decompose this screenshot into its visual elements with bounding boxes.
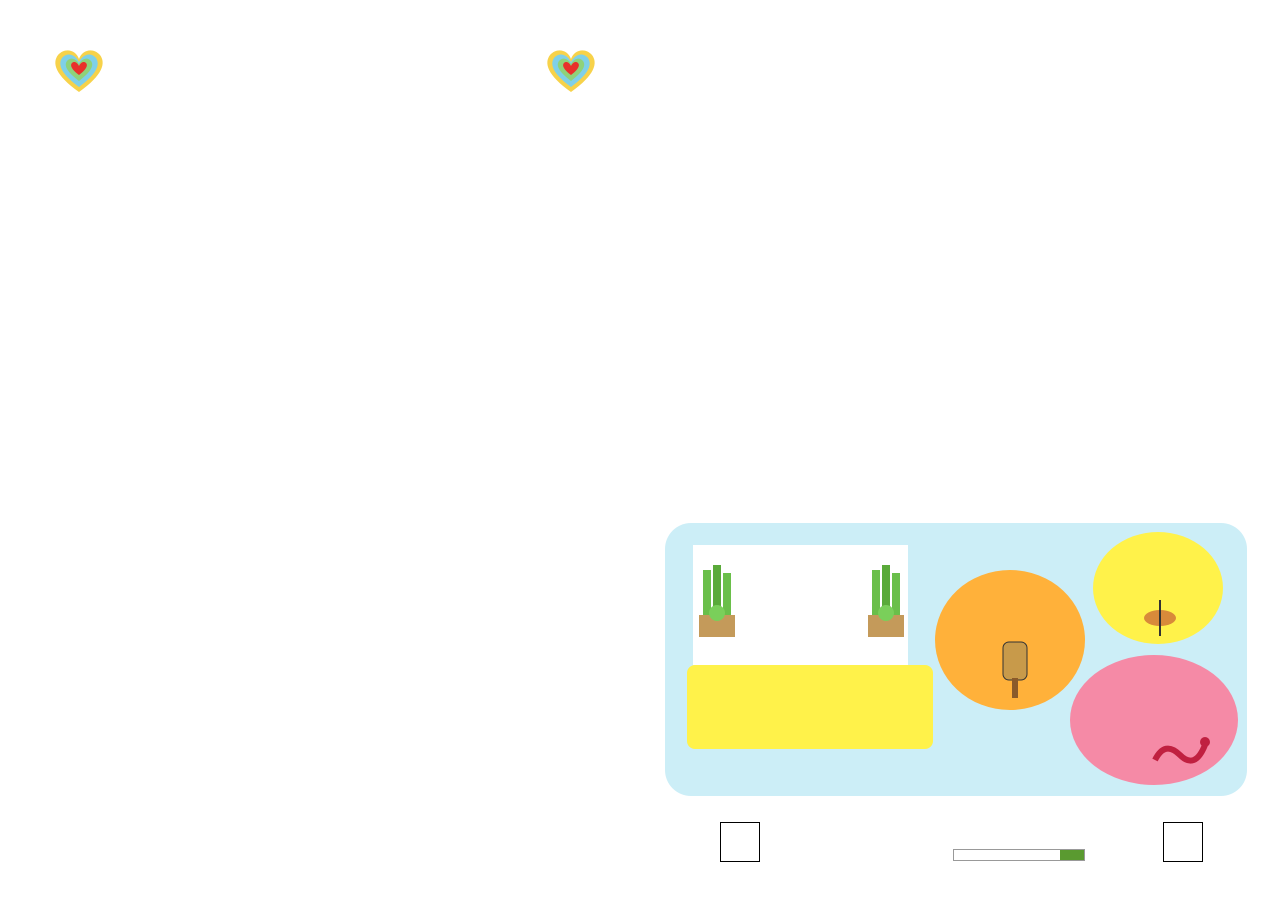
- top-icon: [1140, 600, 1180, 638]
- heart-icon: [542, 45, 600, 95]
- kadomatsu-icon: [697, 565, 737, 640]
- hagoita-icon: [995, 640, 1035, 700]
- qr-code-icon[interactable]: [720, 822, 760, 862]
- event-date-box: [687, 665, 933, 749]
- qr-code-icon[interactable]: [1163, 822, 1203, 862]
- snake-icon: [1150, 720, 1210, 770]
- search-button[interactable]: [1060, 850, 1084, 860]
- kadomatsu-icon: [866, 565, 906, 640]
- heart-icon: [50, 45, 108, 95]
